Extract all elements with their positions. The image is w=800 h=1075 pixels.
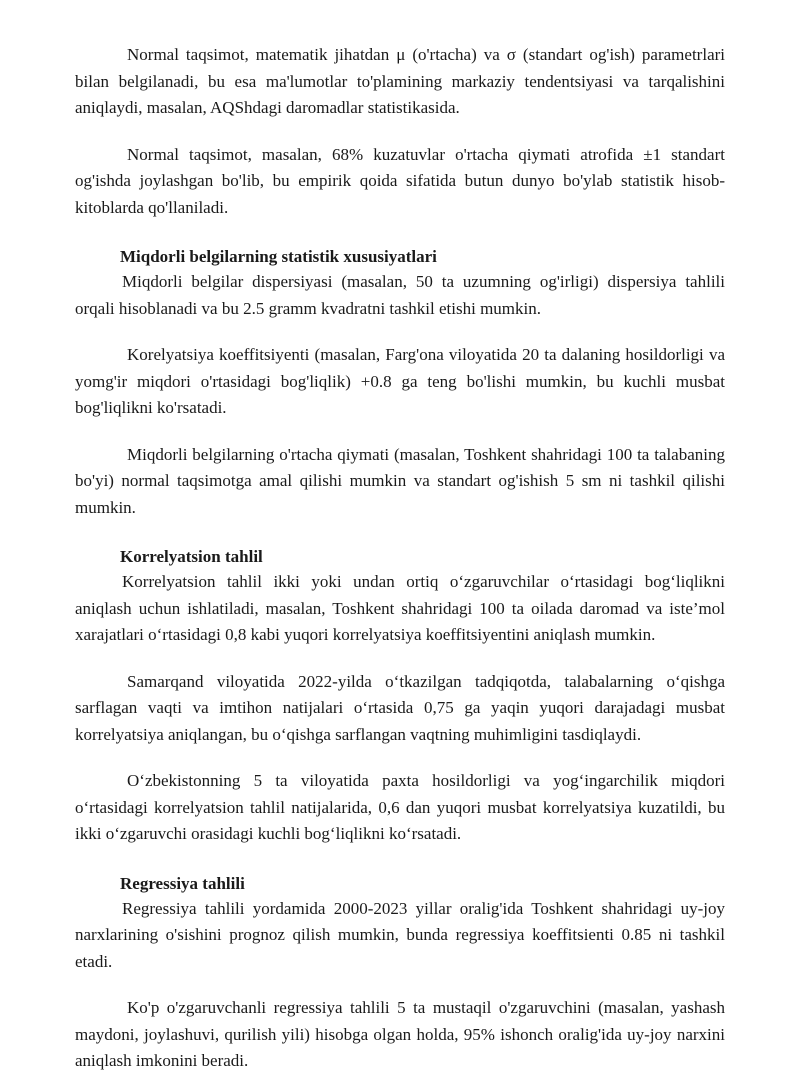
intro-paragraph-1: Normal taqsimot, matematik jihatdan μ (o'rtacha) va σ (standart og'ish) parametrlari bilan belgilanadi, bu esa ma'lumotlar to'plamining markaziy tendentsiyasi va tarqalishini aniqlaydi, masalan, AQShdagi daromadlar statistikasida. — [75, 45, 725, 117]
section1-paragraph-1: Miqdorli belgilar dispersiyasi (masalan, 50 ta uzumning og'irligi) dispersiya tahlili orqali hisoblanadi va bu 2.5 gramm kvadratni tashkil etishi mumkin. — [75, 272, 725, 318]
section1-paragraph-3: Miqdorli belgilarning o'rtacha qiymati (masalan, Toshkent shahridagi 100 ta talabaning bo'yi) normal taqsimotga amal qilishi mumkin va standart og'ishish 5 sm ni tashkil qilishi mumkin. — [75, 444, 725, 517]
section2-paragraph-1: Korrelyatsion tahlil ikki yoki undan ortiq o‘zgaruvchilar o‘rtasidagi bog‘liqlikni aniqlash uchun ishlatiladi, masalan, Toshkent shahridagi 100 ta oilada daromad va iste’mol xarajatlari o‘rtasidagi 0,8 kabi yuqori korrelyatsiya koeffitsiyentini aniqlash mumkin. — [75, 572, 725, 644]
section2-paragraph-3: O‘zbekistonning 5 ta viloyatida paxta hosildorligi va yog‘ingarchilik miqdori o‘rtasidagi korrelyatsion tahlil natijalarida, 0,6 dan yuqori musbat korrelyatsiya kuzatildi, bu ikki o‘zgaruvchi orasidagi kuchli bog‘liqlikni ko‘rsatadi. — [75, 771, 725, 843]
section-heading-correlation-analysis: Korrelyatsion tahlil — [120, 547, 263, 566]
section1-paragraph-2: Korelyatsiya koeffitsiyenti (masalan, Farg'ona viloyatida 20 ta dalaning hosildorligi va yomg'ir miqdori o'rtasidagi bog'liqlik) +0.8 ga teng bo'lishi mumkin, bu kuchli musbat bog'liqlikni ko'rsatadi. — [75, 345, 725, 417]
section2-paragraph-2: Samarqand viloyatida 2022-yilda o‘tkazilgan tadqiqotda, talabalarning o‘qishga sarflagan vaqti va imtihon natijalari o‘rtasida 0,75 ga yaqin yuqori darajadagi musbat korrelyatsiya aniqlangan, bu o‘qishga sarflangan vaqtning muhimligini tasdiqlaydi. — [75, 671, 725, 744]
document-page — [75, 42, 725, 1075]
section3-paragraph-1: Regressiya tahlili yordamida 2000-2023 yillar oralig'ida Toshkent shahridagi uy-joy narxlarining o'sishini prognoz qilish mumkin, bunda regressiya koeffitsienti 0.85 ni tashkil etadi. — [75, 898, 725, 971]
section-heading-regression-analysis: Regressiya tahlili — [120, 873, 245, 893]
section-heading-statistical-properties: Miqdorli belgilarning statistik xususiyatlari — [120, 247, 437, 266]
intro-paragraph-2: Normal taqsimot, masalan, 68% kuzatuvlar o'rtacha qiymati atrofida ±1 standart og'ishda joylashgan bo'lib, bu empirik qoida sifatida butun dunyo bo'ylab statistik hisob-kitoblarda qo'llaniladi. — [75, 144, 725, 217]
section3-paragraph-2: Ko'p o'zgaruvchanli regressiya tahlili 5 ta mustaqil o'zgaruvchini (masalan, yashash maydoni, joylashuvi, qurilish yili) hisobga olgan holda, 95% ishonch oralig'ida uy-joy narxini aniqlash imkonini beradi. — [75, 998, 725, 1070]
